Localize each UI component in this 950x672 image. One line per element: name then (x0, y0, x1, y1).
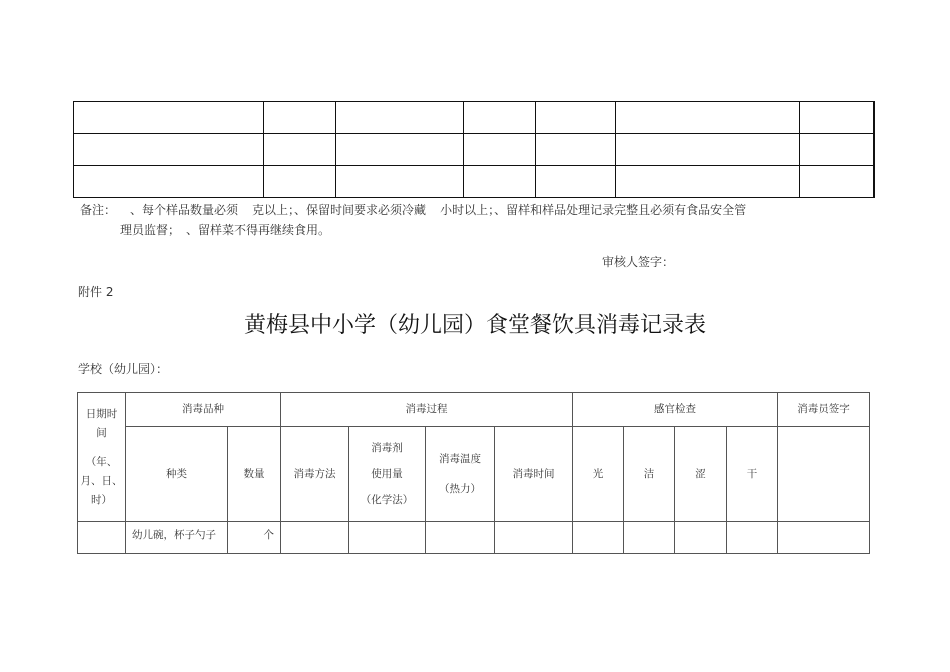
disinfectant-header (349, 427, 426, 522)
header-text: 日期时 (85, 407, 118, 420)
header-text: 消毒温度 (439, 453, 481, 465)
table-cell[interactable] (74, 134, 264, 166)
remarks-text: 、保留时间要求必须冷藏 (294, 203, 427, 217)
header-text: （化学法） (360, 494, 414, 506)
reviewer-signature-label: 审核人签字： (602, 255, 675, 269)
remarks-text: 小时以上； (440, 203, 495, 217)
table-cell[interactable] (264, 102, 336, 134)
kind-type-header: 种类 (126, 427, 228, 522)
table-cell[interactable] (536, 134, 616, 166)
table-cell[interactable] (616, 166, 800, 198)
date-time-header (78, 393, 126, 522)
annex-label: 附件 2 (78, 285, 114, 299)
table-cell[interactable] (336, 166, 464, 198)
header-text: （年、 (85, 455, 118, 468)
table-cell[interactable] (264, 134, 336, 166)
table-cell[interactable] (616, 134, 800, 166)
table-cell[interactable] (464, 166, 536, 198)
header-text: 消毒剂 (371, 442, 403, 454)
table-row (74, 134, 874, 166)
school-label: 学校（幼儿园）： (78, 362, 169, 376)
header-text: 间 (96, 426, 107, 439)
time-header: 消毒时间 (495, 427, 573, 522)
sensory-group-header: 感官检查 (573, 393, 778, 427)
table-cell[interactable] (536, 166, 616, 198)
temperature-header (426, 427, 495, 522)
header-text: （热力） (439, 483, 481, 495)
time-cell[interactable] (495, 522, 573, 554)
header-text: 使用量 (371, 468, 403, 480)
table-cell[interactable] (464, 102, 536, 134)
disinfection-record-table (77, 392, 870, 554)
header-text: 月、日、 (80, 474, 123, 487)
dry-cell[interactable] (727, 522, 778, 554)
kind-group-header: 消毒品种 (126, 393, 281, 427)
temperature-cell[interactable] (426, 522, 495, 554)
remarks-label: 备注： (80, 203, 117, 217)
clean-header: 洁 (624, 427, 675, 522)
table-cell[interactable] (800, 134, 874, 166)
process-group-header: 消毒过程 (281, 393, 573, 427)
quantity-header: 数量 (228, 427, 281, 522)
remarks-text: 克以上； (252, 203, 295, 217)
remarks-text: 、每个样品数量必须 (130, 203, 239, 217)
bright-header: 光 (573, 427, 624, 522)
table-cell[interactable] (616, 102, 800, 134)
remarks-line-1 (80, 200, 880, 220)
quantity-cell: 个 (228, 522, 281, 554)
remarks-line-2: 理员监督； 、留样菜不得再继续食用。 (120, 223, 331, 237)
signature-cell[interactable] (778, 522, 870, 554)
signature-header: 消毒员签字 (778, 393, 870, 427)
bright-cell[interactable] (573, 522, 624, 554)
table-row (74, 166, 874, 198)
clean-cell[interactable] (624, 522, 675, 554)
sample-record-table (73, 101, 875, 198)
kind-cell: 幼儿碗，杯子勺子 (126, 522, 228, 554)
table-cell[interactable] (464, 134, 536, 166)
header-text: 时） (91, 493, 112, 506)
method-cell[interactable] (281, 522, 349, 554)
table-cell[interactable] (536, 102, 616, 134)
table-cell[interactable] (800, 102, 874, 134)
page-title: 黄梅县中小学（幼儿园）食堂餐饮具消毒记录表 (243, 313, 706, 338)
table-cell[interactable] (336, 102, 464, 134)
table-cell[interactable] (74, 102, 264, 134)
table-cell[interactable] (264, 166, 336, 198)
dry-header: 干 (727, 427, 778, 522)
table-row (78, 522, 870, 554)
table-cell[interactable] (336, 134, 464, 166)
table-cell[interactable] (74, 166, 264, 198)
disinfectant-cell[interactable] (349, 522, 426, 554)
remarks-text: 、留样和样品处理记录完整且必须有食品安全管 (494, 203, 747, 217)
astringent-cell[interactable] (675, 522, 727, 554)
astringent-header: 涩 (675, 427, 727, 522)
signature-cell (778, 427, 870, 522)
header-row (78, 393, 870, 427)
remarks (80, 200, 880, 240)
subheader-row (78, 427, 870, 522)
date-cell[interactable] (78, 522, 126, 554)
table-cell[interactable] (800, 166, 874, 198)
table-row (74, 102, 874, 134)
method-header: 消毒方法 (281, 427, 349, 522)
